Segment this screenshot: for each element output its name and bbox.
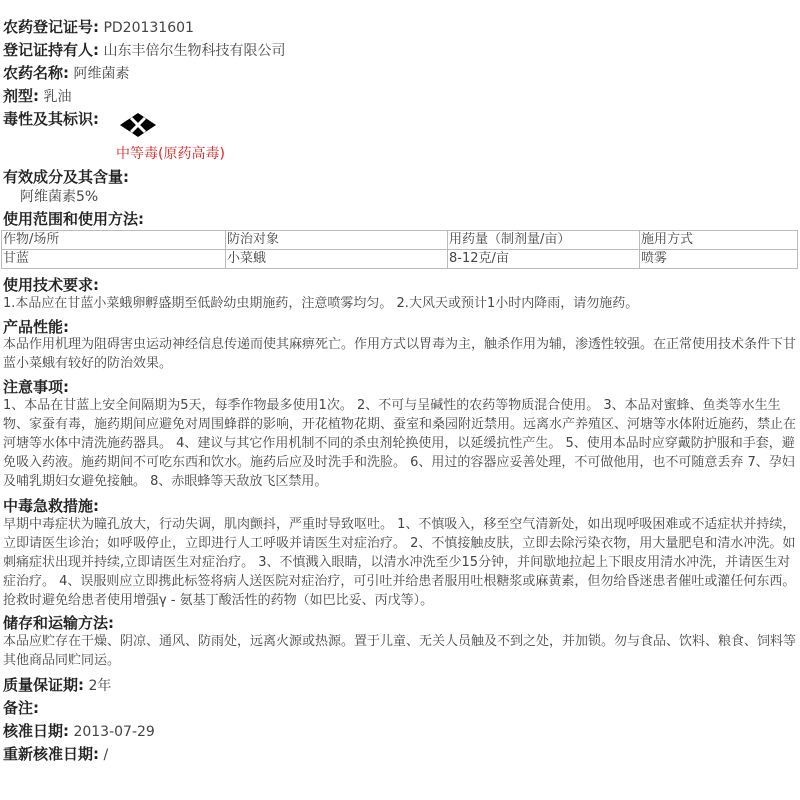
performance-text: 本品作用机理为阻碍害虫运动神经信息传递而使其麻痹死亡。作用方式以胃毒为主，触杀作用为辅，渗透性较强。在正常使用技术条件下甘蓝小菜蛾有较好的防治效果。	[3, 337, 797, 371]
storage-text: 本品应贮存在干燥、阴凉、通风、防雨处，远离火源或热源。置于儿童、无关人员触及不到之处，并加锁。勿与食品、饮料、粮食、饲料等其他商品同贮同运。	[3, 634, 797, 668]
storage-label: 储存和运输方法:	[3, 614, 114, 632]
usage-header-dosage: 用药量（制剂量/亩）	[448, 231, 640, 250]
name-row	[3, 62, 129, 84]
technique-label: 使用技术要求:	[3, 276, 99, 294]
formulation-value: 乳油	[43, 89, 72, 105]
usage-cell-crop: 甘蓝	[2, 250, 226, 269]
active-label-row	[3, 166, 129, 188]
firstaid-text: 早期中毒症状为瞳孔放大，行动失调，肌肉颤抖，严重时导致呕吐。 1、不慎吸入，移至空气清新处，如出现呼吸困难或不适症状并持续，立即请医生诊治；如呼吸停止，立即进行人工呼吸并请医生对症治疗。 2、不慎接触皮肤，立即去除污染衣物，用大量肥皂和清水冲洗。如刺痛症状出现并持续,立即请医生对症治疗。 3、不慎溅入眼睛，以清水冲洗至少15分钟，并间歇地拉起上下眼皮用清水冲洗，并请医生对症治疗。 4、误服则应立即携此标签将病人送医院对症治疗，可引吐并给患者服用吐根糖浆或麻黄素，但勿给昏迷患者催吐或灌任何东西。抢救时避免给患者使用增强γ - 氨基丁酸活性的药物（如巴比妥、丙戊等）。	[3, 517, 796, 608]
toxicity-label: 毒性及其标识:	[3, 110, 99, 128]
usage-header-crop: 作物/场所	[2, 231, 226, 250]
usage-header-method: 施用方式	[640, 231, 798, 250]
precautions-text: 1、本品在甘蓝上安全间隔期为5天，每季作物最多使用1次。 2、不可与呈碱性的农药等物质混合使用。 3、本品对蜜蜂、鱼类等水生生物、家蚕有毒，施药期间应避免对周围蜂群的影响，开花植物花期、蚕室和桑园附近禁用。远离水产养殖区、河塘等水体附近施药，禁止在河塘等水体中清洗施药器具。 4、建议与其它作用机制不同的杀虫剂轮换使用，以延缓抗性产生。 5、使用本品时应穿戴防护服和手套，避免吸入药液。施药期间不可吃东西和饮水。施药后应及时洗手和洗脸。 6、用过的容器应妥善处理，不可做他用，也不可随意丢弃 7、孕妇及哺乳期妇女避免接触。 8、赤眼蜂等天敌放飞区禁用。	[3, 398, 797, 489]
usage-cell-dosage: 8-12克/亩	[448, 250, 640, 269]
usage-cell-target: 小菜蛾	[226, 250, 448, 269]
holder-row	[3, 39, 285, 61]
usage-header-target: 防治对象	[226, 231, 448, 250]
holder-value: 山东丰倍尔生物科技有限公司	[103, 43, 286, 59]
technique-label-row	[3, 274, 99, 296]
active-label: 有效成分及其含量:	[3, 168, 129, 186]
formulation-row	[3, 85, 71, 107]
reapprove-value: /	[103, 747, 109, 763]
reg-no-label: 农药登记证号:	[3, 18, 99, 36]
usage-label-row	[3, 208, 144, 230]
firstaid-label: 中毒急救措施:	[3, 497, 99, 515]
usage-label: 使用范围和使用方法:	[3, 210, 144, 228]
remarks-label: 备注:	[3, 699, 39, 717]
precautions-label: 注意事项:	[3, 378, 69, 396]
remarks-row	[3, 697, 39, 719]
toxicity-row	[3, 108, 99, 130]
warranty-row	[3, 674, 111, 696]
toxicity-value: 中等毒(原药高毒)	[116, 146, 225, 162]
storage-label-row	[3, 612, 114, 634]
reapprove-row	[3, 743, 108, 765]
name-value: 阿维菌素	[73, 66, 130, 82]
approve-row	[3, 720, 155, 742]
formulation-label: 剂型:	[3, 87, 39, 105]
precautions-label-row	[3, 376, 69, 398]
active-value-row	[20, 186, 98, 208]
warranty-value: 2年	[88, 678, 112, 694]
name-label: 农药名称:	[3, 64, 69, 82]
toxicity-diamond-icon	[119, 112, 157, 138]
firstaid-label-row	[3, 495, 99, 517]
usage-cell-method: 喷雾	[640, 250, 798, 269]
approve-value: 2013-07-29	[73, 724, 155, 740]
active-value: 阿维菌素5%	[20, 189, 99, 205]
reg-no-row	[3, 16, 194, 38]
reg-no-value: PD20131601	[103, 20, 194, 36]
usage-table-header	[2, 231, 798, 250]
approve-label: 核准日期:	[3, 722, 69, 740]
holder-label: 登记证持有人:	[3, 41, 99, 59]
reapprove-label: 重新核准日期:	[3, 745, 99, 763]
performance-label: 产品性能:	[3, 318, 69, 336]
warranty-label: 质量保证期:	[3, 676, 84, 694]
technique-text: 1.本品应在甘蓝小菜蛾卵孵盛期至低龄幼虫期施药，注意喷雾均匀。 2.大风天或预计1小时内降雨，请勿施药。	[3, 296, 639, 311]
table-row	[2, 250, 798, 269]
usage-table	[1, 230, 798, 269]
